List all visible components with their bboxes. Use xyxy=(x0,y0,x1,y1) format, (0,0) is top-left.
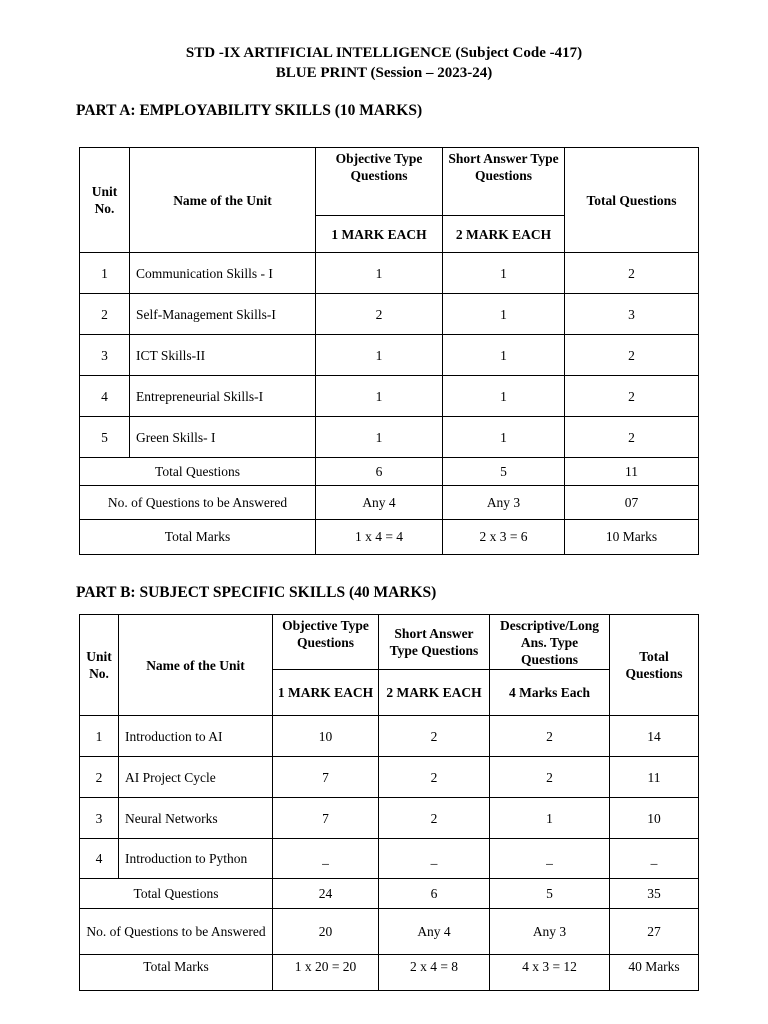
unit-no: 1 xyxy=(80,716,119,757)
total-marks-total: 10 Marks xyxy=(565,520,699,555)
total-count: 11 xyxy=(610,757,699,798)
total-questions-short: 6 xyxy=(379,879,490,909)
short-count: 1 xyxy=(443,253,565,294)
total-questions-label: Total Questions xyxy=(80,458,316,486)
short-count: 1 xyxy=(443,335,565,376)
table-row xyxy=(80,335,699,376)
answered-row xyxy=(80,909,699,955)
header-unit-no: Unit No. xyxy=(80,615,119,716)
unit-name: Self-Management Skills-I xyxy=(130,294,316,335)
unit-no: 3 xyxy=(80,335,130,376)
total-count: 2 xyxy=(565,417,699,458)
unit-name: Introduction to AI xyxy=(119,716,273,757)
table-row xyxy=(80,253,699,294)
unit-no: 2 xyxy=(80,294,130,335)
table-row xyxy=(80,294,699,335)
answered-total: 27 xyxy=(610,909,699,955)
table-row xyxy=(80,716,699,757)
objective-count: 1 xyxy=(316,376,443,417)
part-a-table xyxy=(79,147,699,555)
total-questions-total: 35 xyxy=(610,879,699,909)
short-count: 2 xyxy=(379,757,490,798)
unit-name: AI Project Cycle xyxy=(119,757,273,798)
short-count: 1 xyxy=(443,376,565,417)
total-count: 2 xyxy=(565,335,699,376)
total-marks-row xyxy=(80,520,699,555)
unit-name: Green Skills- I xyxy=(130,417,316,458)
unit-name: Neural Networks xyxy=(119,798,273,839)
unit-name: ICT Skills-II xyxy=(130,335,316,376)
header-total: Total Questions xyxy=(565,148,699,253)
total-marks-label: Total Marks xyxy=(80,520,316,555)
answered-objective: Any 4 xyxy=(316,486,443,520)
total-marks-total: 40 Marks xyxy=(610,955,699,991)
total-marks-row xyxy=(80,955,699,991)
short-count: 1 xyxy=(443,417,565,458)
unit-no: 1 xyxy=(80,253,130,294)
header-short-marks: 2 MARK EACH xyxy=(379,670,490,716)
objective-count: 1 xyxy=(316,335,443,376)
total-questions-label: Total Questions xyxy=(80,879,273,909)
answered-short: Any 4 xyxy=(379,909,490,955)
answered-objective: 20 xyxy=(273,909,379,955)
total-questions-row xyxy=(80,458,699,486)
objective-count: 1 xyxy=(316,417,443,458)
total-count: 3 xyxy=(565,294,699,335)
document-subtitle: BLUE PRINT (Session – 2023-24) xyxy=(275,65,493,81)
total-questions-objective: 24 xyxy=(273,879,379,909)
header-objective: Objective Type Questions xyxy=(273,615,379,670)
part-a-heading: PART A: EMPLOYABILITY SKILLS (10 MARKS) xyxy=(76,102,423,119)
table-row xyxy=(80,798,699,839)
objective-count: 10 xyxy=(273,716,379,757)
total-count: 14 xyxy=(610,716,699,757)
objective-count: 2 xyxy=(316,294,443,335)
total-marks-objective: 1 x 4 = 4 xyxy=(316,520,443,555)
total-questions-short: 5 xyxy=(443,458,565,486)
unit-name: Entrepreneurial Skills-I xyxy=(130,376,316,417)
total-marks-long: 4 x 3 = 12 xyxy=(490,955,610,991)
header-long-answer: Descriptive/Long Ans. Type Questions xyxy=(490,615,610,670)
header-unit-name: Name of the Unit xyxy=(130,148,316,253)
answered-label: No. of Questions to be Answered xyxy=(80,486,316,520)
table-row xyxy=(80,839,699,879)
header-unit-no: Unit No. xyxy=(80,148,130,253)
header-short-marks: 2 MARK EACH xyxy=(443,216,565,253)
total-count: 10 xyxy=(610,798,699,839)
total-marks-short: 2 x 3 = 6 xyxy=(443,520,565,555)
unit-name: Communication Skills - I xyxy=(130,253,316,294)
table-row xyxy=(80,757,699,798)
total-marks-objective: 1 x 20 = 20 xyxy=(273,955,379,991)
unit-no: 4 xyxy=(80,839,119,879)
total-questions-long: 5 xyxy=(490,879,610,909)
short-count: 2 xyxy=(379,716,490,757)
table-row xyxy=(80,376,699,417)
unit-name: Introduction to Python xyxy=(119,839,273,879)
header-total: Total Questions xyxy=(610,615,699,716)
total-marks-short: 2 x 4 = 8 xyxy=(379,955,490,991)
long-count: 2 xyxy=(490,716,610,757)
header-objective-marks: 1 MARK EACH xyxy=(273,670,379,716)
unit-no: 5 xyxy=(80,417,130,458)
header-objective: Objective Type Questions xyxy=(316,148,443,216)
total-questions-total: 11 xyxy=(565,458,699,486)
table-row xyxy=(80,417,699,458)
header-short-answer: Short Answer Type Questions xyxy=(443,148,565,216)
short-count: 1 xyxy=(443,294,565,335)
total-questions-objective: 6 xyxy=(316,458,443,486)
answered-short: Any 3 xyxy=(443,486,565,520)
short-count: _ xyxy=(379,839,490,879)
objective-count: 1 xyxy=(316,253,443,294)
document-title: STD -IX ARTIFICIAL INTELLIGENCE (Subject Code -417) xyxy=(185,45,583,61)
objective-count: 7 xyxy=(273,757,379,798)
objective-count: _ xyxy=(273,839,379,879)
part-b-table xyxy=(79,614,699,991)
unit-no: 2 xyxy=(80,757,119,798)
total-count: 2 xyxy=(565,376,699,417)
answered-row xyxy=(80,486,699,520)
total-count: _ xyxy=(610,839,699,879)
total-questions-row xyxy=(80,879,699,909)
header-long-marks: 4 Marks Each xyxy=(490,670,610,716)
answered-long: Any 3 xyxy=(490,909,610,955)
long-count: _ xyxy=(490,839,610,879)
objective-count: 7 xyxy=(273,798,379,839)
header-unit-name: Name of the Unit xyxy=(119,615,273,716)
answered-label: No. of Questions to be Answered xyxy=(80,909,273,955)
header-objective-marks: 1 MARK EACH xyxy=(316,216,443,253)
total-marks-label: Total Marks xyxy=(80,955,273,991)
short-count: 2 xyxy=(379,798,490,839)
unit-no: 3 xyxy=(80,798,119,839)
unit-no: 4 xyxy=(80,376,130,417)
part-b-heading: PART B: SUBJECT SPECIFIC SKILLS (40 MARKS) xyxy=(76,584,437,601)
total-count: 2 xyxy=(565,253,699,294)
long-count: 1 xyxy=(490,798,610,839)
answered-total: 07 xyxy=(565,486,699,520)
header-short-answer: Short Answer Type Questions xyxy=(379,615,490,670)
long-count: 2 xyxy=(490,757,610,798)
